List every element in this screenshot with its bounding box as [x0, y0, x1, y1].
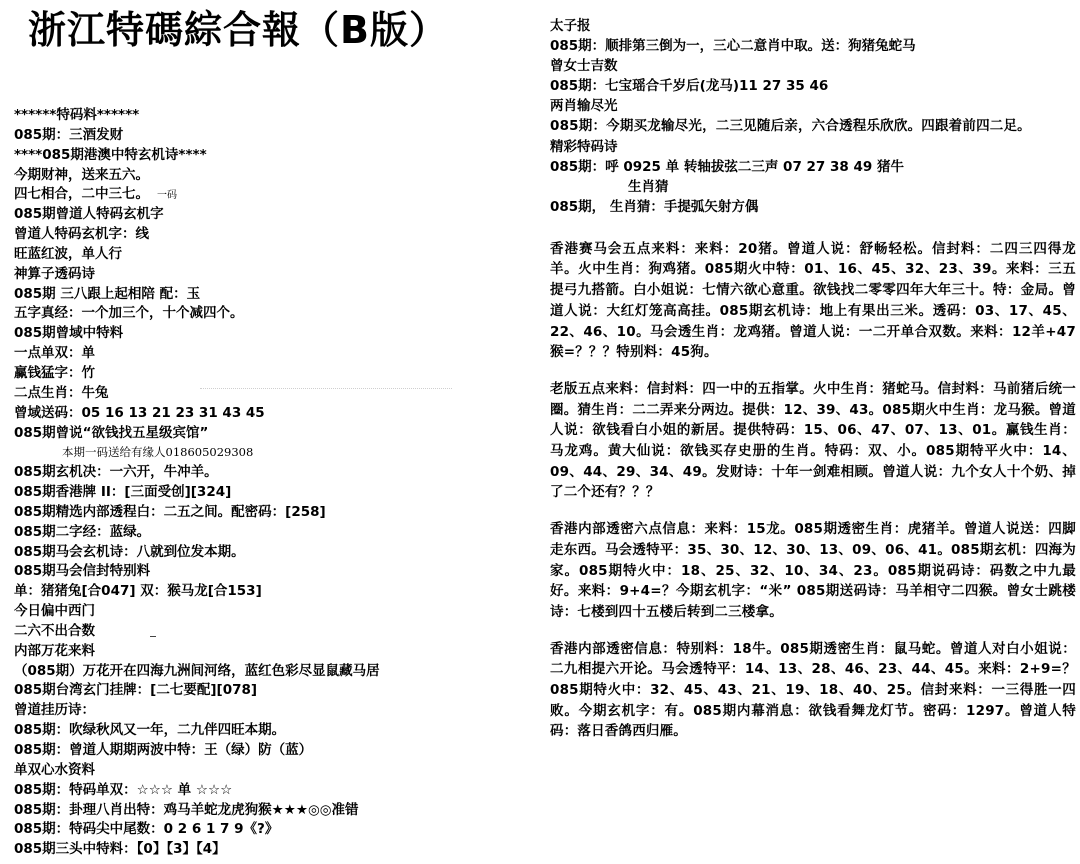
info-block-laoban: 老版五点来料：信封料：四一中的五指掌。火中生肖：猪蛇马。信封料：马前猪后统一圈。猜生肖：二二弄来分两边。提供：12、39、43。085期火中生肖：龙马猴。曾道人说：欲钱看白小姐的新居。提供特码：15、06、47、07、13、01。赢钱生肖：马龙鸡。黄大仙说：欲钱买存史册的生肖。特码：双、小。085期特平火中：14、09、44、29、34、49。发财诗：十年一剑难相顾。曾道人说：九个女人十个奶、掉了二个还有？？？	[550, 380, 1076, 501]
section-heading: 曾道挂历诗：	[14, 702, 95, 719]
text-line: 赢钱猛字：竹	[14, 364, 95, 381]
section-heading: 精彩特码诗	[550, 138, 618, 155]
text-line	[14, 185, 534, 205]
text-line: 085期三头中特料：【0】【3】【4】	[14, 841, 226, 858]
text-line: 085期：特码尖中尾数：0 2 6 1 7 9《?》	[14, 821, 279, 838]
text-line: （085期）万花开在四海九洲间河络，蓝红色彩尽显鼠藏马居	[14, 662, 380, 679]
text-line: 085期：七宝瑶合千岁后(龙马)11 27 35 46	[550, 78, 829, 94]
text-line: 085期 三八跟上起相陪 配：玉	[14, 285, 201, 302]
text-line: 085期：顺排第三倒为一，三心二意肖中取。送：狗猪兔蛇马	[550, 38, 916, 54]
section-heading: 神算子透码诗	[14, 265, 95, 282]
text-line: 085期：吹绿秋风又一年，二九伴四旺本期。	[14, 722, 286, 739]
side-note: 一码	[157, 190, 177, 202]
info-block-saima: 香港赛马会五点来料：来料：20猪。曾道人说：舒畅轻松。信封料：二四三四得龙羊。火中生肖：狗鸡猪。085期火中特：01、16、45、32、23、39。来料：三五提弓九搭箭。白小姐说：七情六欲心意重。欲钱找二零零四年大年三十。特：金局。曾道人说：大红灯笼高高挂。085期玄机诗：地上有果出三米。透码：03、17、45、22、46、10。马会透生肖：龙鸡猪。曾道人说：一二开单合双数。来料：12羊+47猴=？？？特别料：45狗。	[550, 240, 1076, 361]
sub-heading: 生肖猜	[628, 178, 669, 195]
section-heading: ****085期港澳中特玄机诗****	[14, 146, 207, 163]
text-line: 085期马会玄机诗：八就到位发本期。	[14, 543, 245, 560]
spacer	[550, 503, 1076, 519]
text-line-main: 四七相合，二中三七。	[14, 186, 149, 203]
section-heading: 太子报	[550, 18, 591, 34]
text-line: 085期：卦理八肖出特：鸡马羊蛇龙虎狗猴★★★◎◎准错	[14, 801, 359, 818]
text-line: 085期：呼 0925 单 转轴拔弦二三声 07 27 38 49 猪牛	[550, 158, 904, 175]
text-line: 曾域送码：05 16 13 21 23 31 43 45	[14, 404, 265, 421]
text-line: 今日偏中西门	[14, 603, 95, 620]
text-line: 085期玄机决：一六开，牛冲羊。	[14, 464, 218, 481]
text-paragraph: 085期：今期买龙输尽光，二三见随后亲，六合透程乐欣欣。四跟着前四二足。	[550, 118, 1031, 134]
section-heading: 085期曾域中特料	[14, 325, 124, 342]
faint-scribble-divider	[200, 388, 452, 399]
text-line: 085期台湾玄门挂牌：[二七要配][078]	[14, 682, 258, 699]
text-line: 单：猪猪兔[合047] 双：猴马龙[合153]	[14, 583, 262, 600]
section-heading: 曾女士吉数	[550, 58, 618, 74]
text-line: 五字真经：一个加三个，十个减四个。	[14, 305, 244, 322]
section-heading: 单双心水资料	[14, 761, 95, 778]
text-line: 一点单双：单	[14, 345, 95, 362]
text-line: 085期：三酒发财	[14, 126, 124, 143]
text-line: 曾道人特码玄机字：线	[14, 226, 149, 243]
text-line: 085期：特码单双：☆☆☆ 单 ☆☆☆	[14, 781, 233, 798]
small-tick-mark	[150, 636, 156, 637]
masthead-title: 浙江特碼綜合報（B版）	[28, 8, 448, 52]
text-line: 085期香港牌 II：[三面受创][324]	[14, 484, 232, 501]
section-heading: 085期马会信封特别料	[14, 563, 151, 580]
right-column	[550, 16, 1076, 742]
text-line: 今期财神，送来五六。	[14, 166, 149, 183]
text-line: 085期二字经：蓝绿。	[14, 523, 151, 540]
promo-line: 本期一码送给有缘人018605029308	[62, 445, 254, 460]
section-heading: 085期曾说“欲钱找五星级宾馆”	[14, 424, 209, 441]
left-column	[14, 106, 534, 860]
section-heading: 内部万花来料	[14, 642, 95, 659]
section-heading: ******特码料******	[14, 107, 140, 123]
section-heading: 两肖输尽光	[550, 98, 618, 114]
spacer	[550, 363, 1076, 379]
spacer	[550, 217, 1076, 239]
text-line: 旺蓝红波，单人行	[14, 245, 122, 262]
text-line: 085期精选内部透程白：二五之间。配密码：[258]	[14, 503, 326, 520]
text-line: 085期， 生肖猜：手提弧矢射方偶	[550, 198, 759, 215]
text-line: 二点生肖：牛兔	[14, 384, 109, 401]
info-block-neibu: 香港内部透密信息：特别料：18牛。085期透密生肖：鼠马蛇。曾道人对白小姐说：二九相提六开论。马会透特平：14、13、28、46、23、44、45。来料：2+9=？085期特火中：32、45、43、21、19、18、40、25。信封来料：一三得胜一四败。今期玄机字：有。085期内幕消息：欲钱看舞龙灯节。密码：1297。曾道人特码：落日香鸽西归雁。	[550, 640, 1076, 740]
text-line: 二六不出合数	[14, 622, 95, 639]
section-heading: 085期曾道人特码玄机字	[14, 206, 164, 223]
info-block-neibu-six: 香港内部透密六点信息：来料：15龙。085期透密生肖：虎猪羊。曾道人说送：四脚走东西。马会透特平：35、30、12、30、13、09、06、41。085期玄机：四海为家。085期特火中：18、25、32、10、34、23。085期说码诗：码数之中九最好。来料：9+4=？今期玄机字：“米” 085期送码诗：马羊相守二四猴。曾女士跳楼诗：七楼到四十五楼后转到二三楼拿。	[550, 521, 1076, 620]
text-line: 085期：曾道人期期两波中特：王（绿）防（蓝）	[14, 742, 313, 758]
spacer	[550, 623, 1076, 639]
